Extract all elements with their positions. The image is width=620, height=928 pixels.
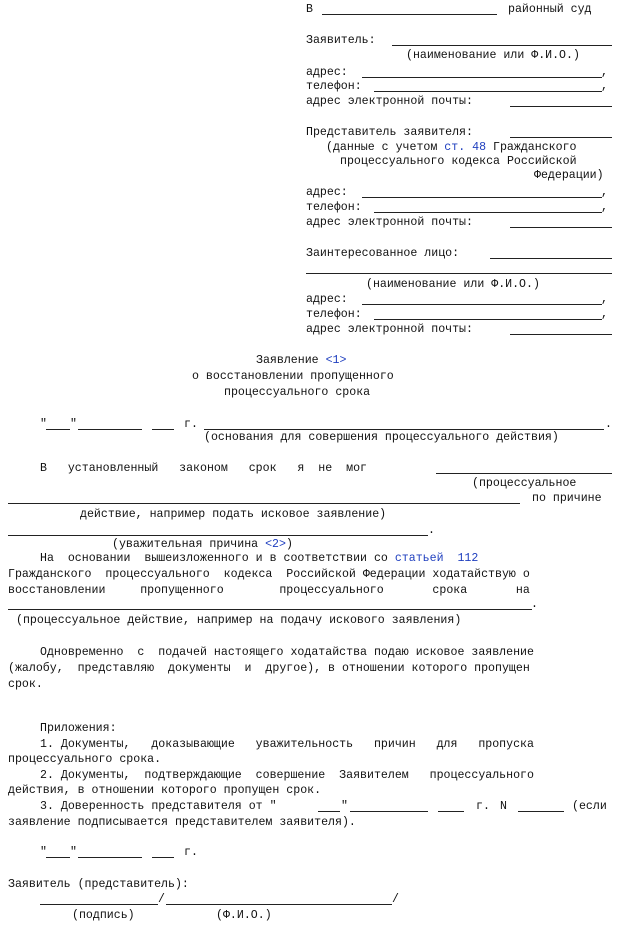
rep-hint-2: процессуального кодекса Российской xyxy=(340,155,577,168)
attachment-3-line2: заявление подписывается представителем заявителя). xyxy=(8,816,356,829)
interested-email-label: адрес электронной почты: xyxy=(306,323,473,336)
attachment-2-line2: действия, в отношении которого пропущен срок. xyxy=(8,784,322,797)
poa-month-field[interactable] xyxy=(350,811,428,812)
interested-email-field[interactable] xyxy=(510,334,612,335)
p1-reason-field[interactable] xyxy=(8,535,428,536)
poa-day-field[interactable] xyxy=(318,811,340,812)
basis-field[interactable] xyxy=(204,429,604,430)
p1-action-field[interactable] xyxy=(436,473,612,474)
interested-phone-label: телефон: xyxy=(306,308,362,321)
court-suffix: районный суд xyxy=(508,3,592,16)
interested-phone-field[interactable] xyxy=(374,319,602,320)
rep-address-label: адрес: xyxy=(306,186,348,199)
signature-slash-1: / xyxy=(158,893,165,906)
rep-hint-3: Федерации) xyxy=(534,169,604,182)
p2-line3: восстановлении пропущенного процессуального срока на xyxy=(8,584,530,597)
p1-line1: В установленный законом срок я не мог xyxy=(40,462,367,475)
rep-address-field[interactable] xyxy=(362,197,602,198)
p1-hint2: действие, например подать исковое заявление) xyxy=(80,508,387,521)
name-hint: (Ф.И.О.) xyxy=(216,909,272,922)
signature-slash-2: / xyxy=(392,893,399,906)
rep-email-label: адрес электронной почты: xyxy=(306,216,473,229)
applicant-label: Заявитель: xyxy=(306,34,376,47)
applicant-phone-field[interactable] xyxy=(374,91,602,92)
document-page: В районный суд Заявитель: (наименование или Ф.И.О.) адрес: , телефон: , адрес электронной почты: Представитель заявителя: (данные с учетом ст. 48 Гражданского процессуального кодекса Российской Федерации) адрес: , телефон: , адрес электронной почты: Заинтересованное лицо: (наименование или Ф.И.О.) адрес: , телефон: , адрес электронной почты: Заявление <1> о восстановлении пропущенного процессуального срока " " г. . (основания для совершения процессуального действия) В установленный законом срок я не мог (процессуальное по причине действие, например подать исковое заявление) . (уважительная причина <2>) На основании вышеизложенного и в соответствии со статьей 112 Гражданского процессуального кодекса Российской Федерации ходатайствую о восстановлении пропущенного процессуального срока на . (процессуальное действие, например на подачу искового заявления) Одновременно с подачей настоящего ходатайства подаю исковое заявление (жалобу, представляю документы и другое), в отношении которого пропущен срок. Приложения: 1. Документы, доказывающие уважительность причин для пропуска процессуального срока. 2. Документы, подтверждающие совершение Заявителем процессуального действия, в отношении которого пропущен срок. 3. Доверенность представителя от " " г. N (если заявление подписывается представителем заявителя). " " г. Заявитель (представитель): / / (подпись) (Ф.И.О.) xyxy=(8,3,612,922)
interested-label: Заинтересованное лицо: xyxy=(306,247,460,260)
applicant-address-field[interactable] xyxy=(362,77,602,78)
signature-field[interactable] xyxy=(40,904,158,905)
p3-line2: (жалобу, представляю документы и другое), в отношении которого пропущен xyxy=(8,662,530,675)
p3-line1: Одновременно с подачей настоящего ходатайства подаю исковое заявление xyxy=(40,646,534,659)
article-48-link[interactable]: ст. 48 xyxy=(444,141,487,154)
attachments-title: Приложения: xyxy=(40,722,117,735)
p2-line1: На основании вышеизложенного и в соответствии со статьей 112 xyxy=(40,552,479,565)
interested-address-field[interactable] xyxy=(362,304,602,305)
poa-year-field[interactable] xyxy=(438,811,464,812)
doc-title-line3: процессуального срока xyxy=(224,386,371,399)
footer-date-month-field[interactable] xyxy=(78,857,142,858)
date-day-field[interactable] xyxy=(46,429,70,430)
doc-title: Заявление <1> xyxy=(256,354,347,367)
attachment-2-line1: 2. Документы, подтверждающие совершение Заявителем процессуального xyxy=(40,769,534,782)
footnote-1-link[interactable]: <1> xyxy=(325,354,347,367)
applicant-email-field[interactable] xyxy=(510,106,612,107)
p1-hint: (процессуальное xyxy=(472,477,577,490)
signer-label: Заявитель (представитель): xyxy=(8,878,189,891)
footer-date-quote-close: " xyxy=(70,846,77,859)
court-name-field[interactable] xyxy=(322,14,497,15)
attachment-1-line2: процессуального срока. xyxy=(8,753,162,766)
date-month-field[interactable] xyxy=(78,429,142,430)
applicant-name-field[interactable] xyxy=(392,45,612,46)
rep-email-field[interactable] xyxy=(510,227,612,228)
p2-hint: (процессуальное действие, например на подачу искового заявления) xyxy=(16,614,462,627)
representative-field[interactable] xyxy=(510,137,612,138)
interested-field-2[interactable] xyxy=(306,273,612,274)
interested-address-label: адрес: xyxy=(306,293,348,306)
signer-name-field[interactable] xyxy=(166,904,392,905)
attachment-3-year-suffix: г. xyxy=(476,800,490,813)
interested-hint: (наименование или Ф.И.О.) xyxy=(366,278,540,291)
p1-hint3: (уважительная причина <2>) xyxy=(112,538,293,551)
date-quote-close: " xyxy=(70,418,77,431)
p2-action-field[interactable] xyxy=(8,609,532,610)
court-prefix: В xyxy=(306,3,313,16)
p3-line3: срок. xyxy=(8,678,43,691)
interested-field-1[interactable] xyxy=(490,258,612,259)
footer-date-day-field[interactable] xyxy=(46,857,70,858)
applicant-phone-label: телефон: xyxy=(306,80,362,93)
footer-date-year-field[interactable] xyxy=(152,857,174,858)
basis-hint: (основания для совершения процессуального действия) xyxy=(204,431,559,444)
attachment-1-line1: 1. Документы, доказывающие уважительность причин для пропуска xyxy=(40,738,534,751)
footnote-2-link[interactable]: <2> xyxy=(265,538,286,551)
poa-number-field[interactable] xyxy=(518,811,564,812)
attachment-3-number-label: N xyxy=(500,800,507,813)
attachment-3-text-a: 3. Доверенность представителя от " xyxy=(40,800,277,813)
applicant-email-label: адрес электронной почты: xyxy=(306,95,473,108)
date-year-field[interactable] xyxy=(152,429,174,430)
footer-year-suffix: г. xyxy=(184,846,198,859)
applicant-hint: (наименование или Ф.И.О.) xyxy=(406,49,580,62)
rep-phone-label: телефон: xyxy=(306,201,362,214)
p1-action-field-2[interactable] xyxy=(8,503,520,504)
p1-reason: по причине xyxy=(532,492,602,505)
article-112-link[interactable]: статьей 112 xyxy=(394,552,479,565)
rep-hint-1: (данные с учетом ст. 48 Гражданского xyxy=(326,141,577,154)
attachment-3-text-d: (если xyxy=(572,800,607,813)
doc-title-line2: о восстановлении пропущенного xyxy=(192,370,394,383)
representative-label: Представитель заявителя: xyxy=(306,126,473,139)
date-quote-open: " xyxy=(40,418,47,431)
applicant-address-label: адрес: xyxy=(306,66,348,79)
date-year-suffix: г. xyxy=(184,418,198,431)
rep-phone-field[interactable] xyxy=(374,212,602,213)
p2-line2: Гражданского процессуального кодекса Российской Федерации ходатайствую о xyxy=(8,568,530,581)
footer-date-quote-open: " xyxy=(40,846,47,859)
signature-hint: (подпись) xyxy=(72,909,135,922)
